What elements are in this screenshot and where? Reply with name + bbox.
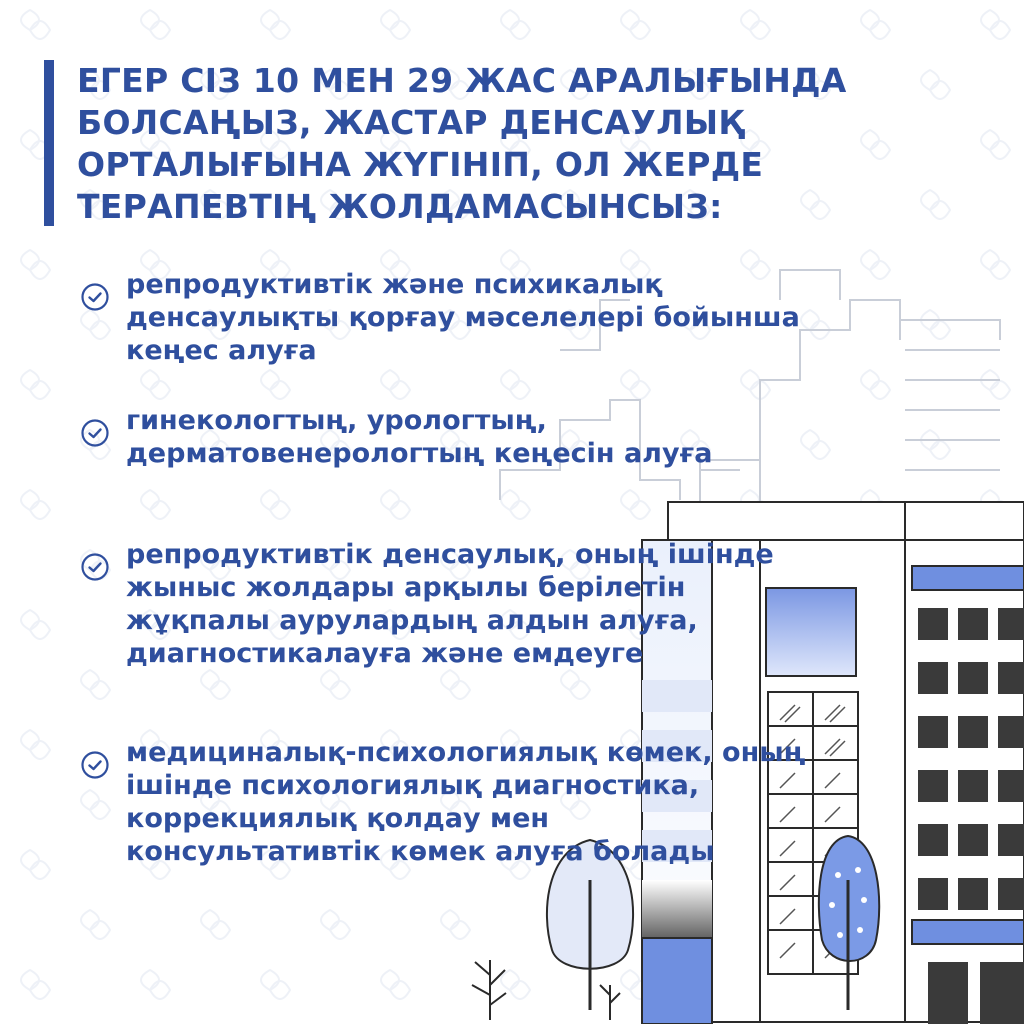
list-item-text: гинекологтың, урологтың, дерматовенерологтың кеңесін алуға [126,405,713,469]
check-circle-icon [80,282,110,312]
list-item-text: репродуктивтік және психикалық денсаулықты қорғау мәселелері бойынша кеңес алуға [126,269,800,366]
page-title: ЕГЕР СІЗ 10 МЕН 29 ЖАС АРАЛЫҒЫНДА БОЛСАҢЫЗ, ЖАСТАР ДЕНСАУЛЫҚ ОРТАЛЫҒЫНА ЖҮГІНІП, ОЛ ЖЕРДЕ ТЕРАПЕВТІҢ ЖОЛДАМАСЫНСЫЗ: [77,61,847,226]
title-accent-bar [44,60,54,226]
list-item-text: медициналық-психологиялық көмек, оның ішінде психологиялық диагностика, коррекциялық қолдау мен консультативтік көмек алуға болады [126,737,806,867]
list-item-text: репродуктивтік денсаулық, оның ішінде жыныс жолдары арқылы берілетін жұқпалы аурулардың алдын алуға, диагностикалауға және емдеуге [126,539,774,669]
check-circle-icon [80,750,110,780]
check-circle-icon [80,552,110,582]
check-circle-icon [80,418,110,448]
